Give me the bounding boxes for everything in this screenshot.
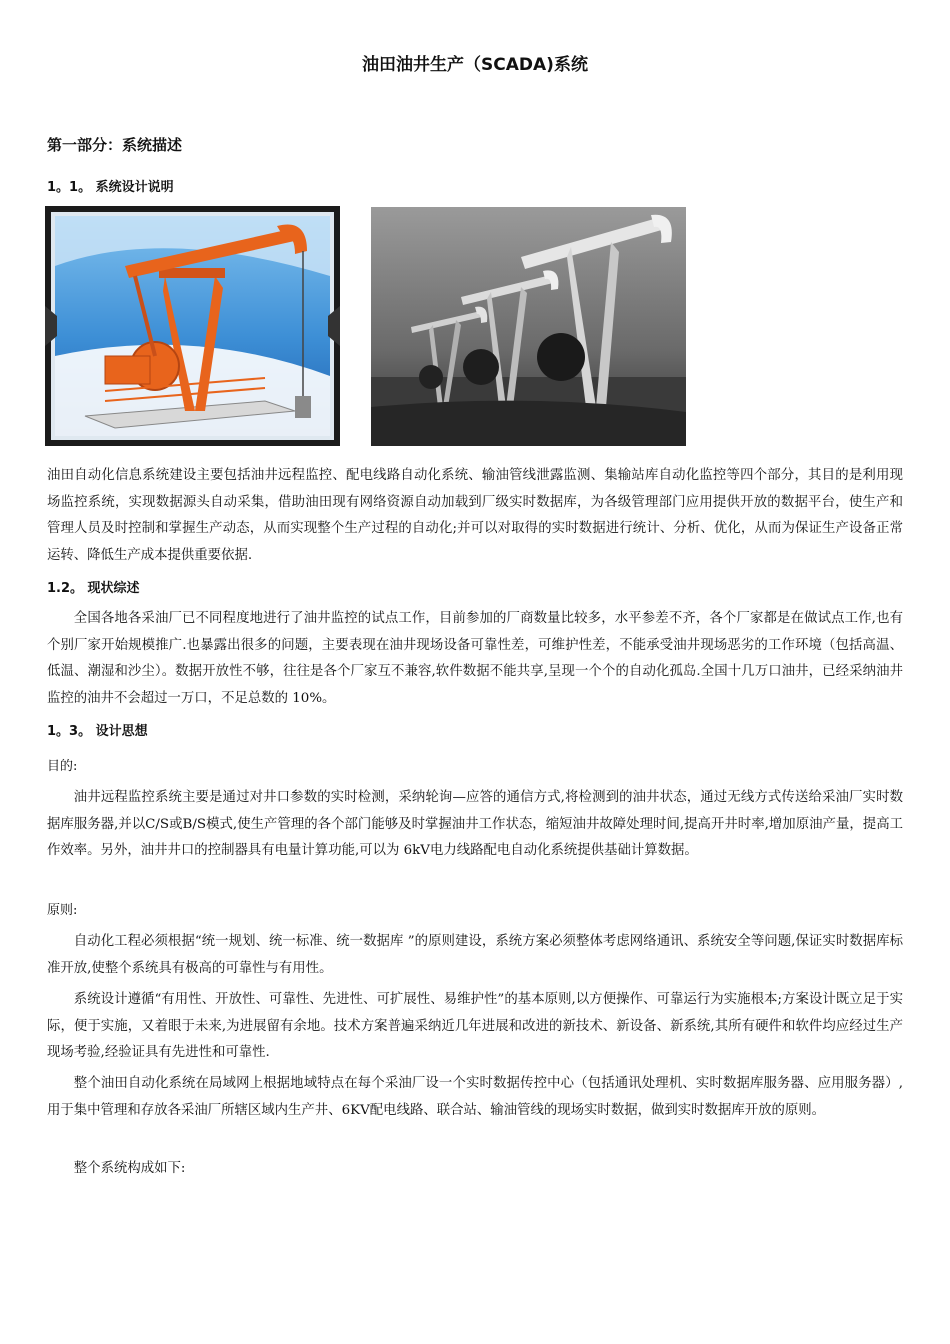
pumpjack-illustration-image: [45, 206, 340, 446]
part-heading: 第一部分：系统描述: [47, 136, 183, 154]
principle-paragraph-1: 自动化工程必须根据“统一规划、统一标准、统一数据库 ”的原则建设，系统方案必须整体考虑网络通讯、系统安全等问题,保证实时数据库标准开放,使整个系统具有极高的可靠性与有用性。: [47, 934, 903, 976]
principle-label: 原则:: [47, 903, 78, 918]
section-heading-1-3: 1。3。 设计思想: [47, 724, 148, 739]
section-1-2-paragraph: 全国各地各采油厂已不同程度地进行了油井监控的试点工作，目前参加的厂商数量比较多，水平参差不齐，各个厂家都是在做试点工作,也有个别厂家开始规模推广.也暴露出很多的问题，主要表现在油井现场设备可靠性差，可维护性差，不能承受油井现场恶劣的工作环境（包括高温、低温、潮湿和沙尘）。数据开放性不够，往往是各个厂家互不兼容,软件数据不能共享,呈现一个个的自动化孤岛.全国十几万口油井，已经采纳油井监控的油井不会超过一万口，不足总数的 10%。: [47, 611, 903, 706]
section-heading-1-2: 1.2。 现状综述: [47, 581, 140, 596]
principle-paragraph-3: 整个油田自动化系统在局域网上根据地域特点在每个采油厂设一个实时数据传控中心（包括通讯处理机、实时数据库服务器、应用服务器）,用于集中管理和存放各采油厂所辖区域内生产井、6KV配电线路、联合站、输油管线的现场实时数据，做到实时数据库开放的原则。: [47, 1076, 903, 1118]
principle-paragraph-2: 系统设计遵循“有用性、开放性、可靠性、先进性、可扩展性、易维护性”的基本原则,以方便操作、可靠运行为实施根本;方案设计既立足于实际，便于实施，又着眼于未来,为进展留有余地。技术方案普遍采纳近几年进展和改进的新技术、新设备、新系统,其所有硬件和软件均应经过生产现场考验,经验证具有先进性和可靠性.: [47, 992, 903, 1060]
document-title: 油田油井生产（SCADA)系统: [362, 55, 588, 75]
system-composition-line: 整个系统构成如下:: [73, 1161, 186, 1176]
purpose-label: 目的:: [47, 759, 78, 774]
pumpjack-photo-image: [371, 207, 686, 446]
section-1-1-paragraph: 油田自动化信息系统建设主要包括油井远程监控、配电线路自动化系统、输油管线泄露监测、集输站库自动化监控等四个部分，其目的是利用现场监控系统，实现数据源头自动采集，借助油田现有网络资源自动加载到厂级实时数据库，为各级管理部门应用提供开放的数据平台，使生产和管理人员及时控制和掌握生产动态，从而实现整个生产过程的自动化;并可以对取得的实时数据进行统计、分析、优化，从而为保证生产设备正常运转、降低生产成本提供重要依据.: [47, 468, 903, 563]
section-heading-1-1: 1。1。 系统设计说明: [47, 180, 174, 195]
purpose-paragraph: 油井远程监控系统主要是通过对井口参数的实时检测，采纳轮询—应答的通信方式,将检测到的油井状态，通过无线方式传送给采油厂实时数据库服务器,并以C/S或B/S模式,使生产管理的各个部门能够及时掌握油井工作状态，缩短油井故障处理时间,提高开井时率,增加原油产量，提高工作效率。另外，油井井口的控制器具有电量计算功能,可以为 6kV电力线路配电自动化系统提供基础计算数据。: [47, 790, 903, 858]
